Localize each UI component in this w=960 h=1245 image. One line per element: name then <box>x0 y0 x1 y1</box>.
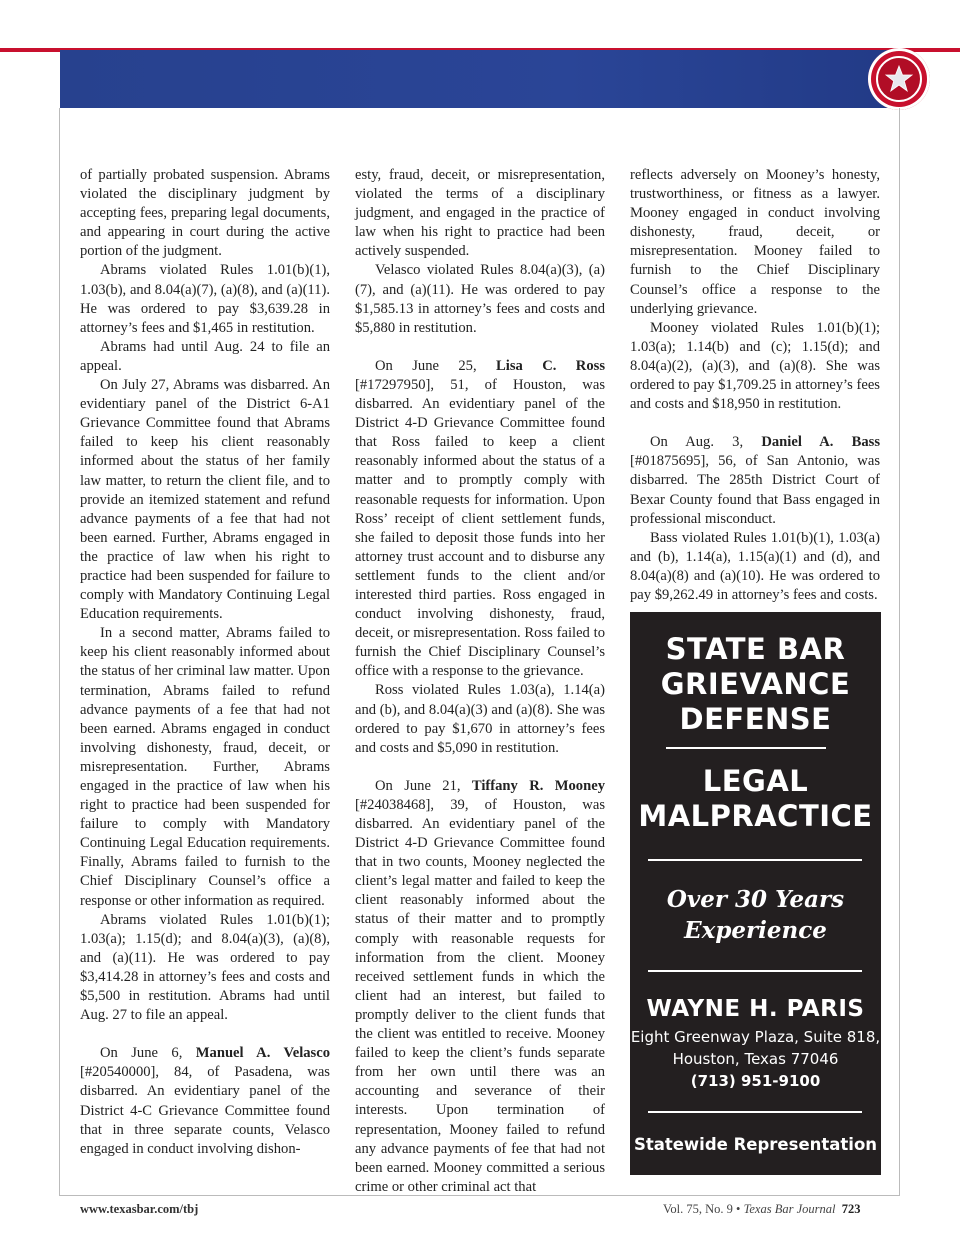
ad-divider <box>648 1111 862 1113</box>
paragraph: of partially probated suspension. Abrams violated the disciplinary judgment by accepting fees, preparing legal documents, and appearing in court during the active portion of the judgment. <box>80 167 330 260</box>
footer-journal-title: Texas Bar Journal <box>743 1202 836 1216</box>
ad-address-line: Houston, Texas 77046 <box>672 1050 839 1068</box>
paragraph: Abrams violated Rules 1.01(b)(1); 1.03(a); 1.15(d); and 8.04(a)(3), (a)(8), and (a)(11). He was ordered to pay $3,414.28 in attorney’s fees and costs and $5,500 in restitution. Abrams had until Aug. 27 to file an appeal. <box>80 911 330 1024</box>
footer-url[interactable]: www.texasbar.com/tbj <box>80 1202 199 1216</box>
footer-volume: Vol. 75, No. 9 <box>663 1202 733 1216</box>
attorney-name: Tiffany R. Mooney <box>471 777 605 794</box>
paragraph: On July 27, Abrams was disbarred. An evidentiary panel of the District 6-A1 Grievance Committee found that Abrams failed to keep his client reasonably informed about the status of her family law matter, to return the client file, and to provide an itemized statement and refund advance payments of a fee that had not been earned. Further, Abrams engaged in the practice of law when his right to practice had been suspended for failure to comply with Mandatory Continuing Legal Education requirements. <box>80 377 330 623</box>
ad-phone: (713) 951-9100 <box>690 1072 821 1090</box>
paragraph: In a second matter, Abrams failed to keep his client reasonably informed about the status of her criminal law matter. Upon termination, Abrams failed to refund advance payments of a fee that had not been earned. Abrams engaged in conduct involving dishonesty, fraud, deceit, or misrepresentation. Further, Abrams engaged in the practice of law when his right to practice had been suspended for failure to comply with Mandatory Continuing Legal Education requirements. Finally, Abrams failed to furnish to the Chief Disciplinary Counsel’s office a response or other information as required. <box>80 625 330 909</box>
paragraph-ross <box>355 357 605 682</box>
ad-heading-line: MALPRACTICE <box>638 799 873 833</box>
footer-bullet: • <box>736 1202 741 1216</box>
texas-bar-star-seal-icon <box>868 48 930 110</box>
paragraph: Mooney violated Rules 1.01(b)(1); 1.03(a); 1.14(b) and (c); 1.15(d); and 8.04(a)(2), (a)(3), and (a)(8). She was ordered to pay $1,709.25 in attorney’s fees and costs and $18,950 in restitution. <box>630 319 880 413</box>
ad-tagline: Statewide Representation <box>633 1135 878 1154</box>
paragraph: Ross violated Rules 1.03(a), 1.14(a) and (b), and 8.04(a)(3) and (a)(8). She was ordered to pay $1,670 in attorney’s fees and costs and $5,090 in restitution. <box>355 682 605 756</box>
paragraph-text: [#24038468], 39, of Houston, was disbarred. An evidentiary panel of the District 4-D Grievance Committee found that in two counts, Mooney neglected the client’s legal matter and failed to keep the client reasonably informed about the status of their matter and to promptly comply with reasonable requests for information from the client. Mooney received settlement funds in which the client had an interest, but failed to promptly deliver to the client funds that the client was entitled to receive. Mooney failed to keep the client’s funds separate from her own until there was an accounting and severance of their interests. Upon termination of representation, Mooney failed to refund any advance payments of fee that had not been earned. Mooney committed a serious crime or other criminal act that <box>355 796 605 1195</box>
footer-issue-info <box>663 1202 860 1217</box>
paragraph-mooney <box>355 777 605 1197</box>
ad-experience-line: Over 30 Years <box>666 886 845 913</box>
page-number: 723 <box>841 1202 861 1216</box>
paragraph-text: On Aug. 3, <box>650 434 762 451</box>
paragraph-text: [#01875695], 56, of San Antonio, was disbarred. The 285th District Court of Bexar County found that Bass engaged in professional misconduct. <box>630 453 880 527</box>
paragraph-text: On June 25, <box>375 357 497 374</box>
ad-address-block <box>630 1026 881 1092</box>
paragraph-text: On June 6, <box>100 1045 196 1062</box>
ad-divider <box>666 747 826 749</box>
ad-heading-line: STATE BAR <box>665 632 846 666</box>
ad-heading-line: DEFENSE <box>679 702 832 736</box>
attorney-name: Lisa C. Ross <box>496 357 605 374</box>
ad-attorney-name: WAYNE H. PARIS <box>646 996 865 1022</box>
paragraph: esty, fraud, deceit, or misrepresentation, violated the terms of a disciplinary judgment, and engaged in the practice of law when his right to practice had been actively suspended. <box>355 167 605 260</box>
paragraph: reflects adversely on Mooney’s honesty, trustworthiness, or fitness as a lawyer. Mooney engaged in conduct involving dishonesty, fraud, deceit, or misrepresentation. Mooney failed to furnish to the Chief Disciplinary Counsel’s office a response to the underlying grievance. <box>630 167 880 317</box>
paragraph-text: On June 21, <box>375 777 472 794</box>
article-column-2 <box>355 166 605 1197</box>
ad-address-line: Eight Greenway Plaza, Suite 818, <box>630 1028 881 1046</box>
paragraph: Velasco violated Rules 8.04(a)(3), (a)(7), and (a)(11). He was ordered to pay $1,585.13 in attorney’s fees and costs and $5,880 in restitution. <box>355 262 605 336</box>
article-column-3 <box>630 166 880 605</box>
article-column-1 <box>80 166 330 1159</box>
ad-heading-line: LEGAL <box>702 764 809 798</box>
ad-experience-line: Experience <box>684 917 827 944</box>
attorney-name: Daniel A. Bass <box>761 434 881 451</box>
ad-divider <box>648 859 862 861</box>
paragraph-text: [#17297950], 51, of Houston, was disbarred. An evidentiary panel of the District 4-D Grievance Committee found that Ross failed to keep a client reasonably informed about the status of a matter and to promptly comply with reasonable requests for information. Upon Ross’ receipt of client settlement funds, she failed to deposit those funds into her attorney trust account and to disburse any settlement funds to the client and/or interested third parties. Ross engaged in conduct involving dishonesty, fraud, deceit, or misrepresentation. Ross failed to furnish the Chief Disciplinary Counsel’s office with a response to the grievance. <box>355 376 605 680</box>
page-frame-right <box>899 108 900 1196</box>
paragraph: Bass violated Rules 1.01(b)(1), 1.03(a) and (b), 1.14(a), 1.15(a)(1) and (d), and 8.04(a)(8) and (a)(10). He was ordered to pay $9,262.49 in attorney’s fees and costs. <box>630 529 880 603</box>
paragraph: Abrams violated Rules 1.01(b)(1), 1.03(b), and 8.04(a)(7), (a)(8), and (a)(11). He was ordered to pay $3,639.28 in attorney’s fees and $1,465 in restitution. <box>80 262 330 336</box>
paragraph-bass <box>630 433 880 528</box>
header-top-margin <box>0 0 960 50</box>
page-frame-left <box>59 108 60 1196</box>
paragraph-text: [#20540000], 84, of Pasadena, was disbarred. An evidentiary panel of the District 4-C Grievance Committee found that in three separate counts, Velasco engaged in conduct involving dishon- <box>80 1064 330 1157</box>
paragraph-velasco <box>80 1044 330 1159</box>
attorney-name: Manuel A. Velasco <box>195 1045 330 1062</box>
advertisement-box <box>630 612 881 1175</box>
star-icon <box>884 64 914 94</box>
paragraph: Abrams had until Aug. 24 to file an appeal. <box>80 338 330 374</box>
header-banner <box>60 50 908 108</box>
ad-heading-grievance <box>630 632 881 737</box>
ad-heading-line: GRIEVANCE <box>660 667 851 701</box>
ad-divider <box>648 970 862 972</box>
ad-experience <box>630 884 881 946</box>
ad-heading-malpractice <box>630 764 881 834</box>
